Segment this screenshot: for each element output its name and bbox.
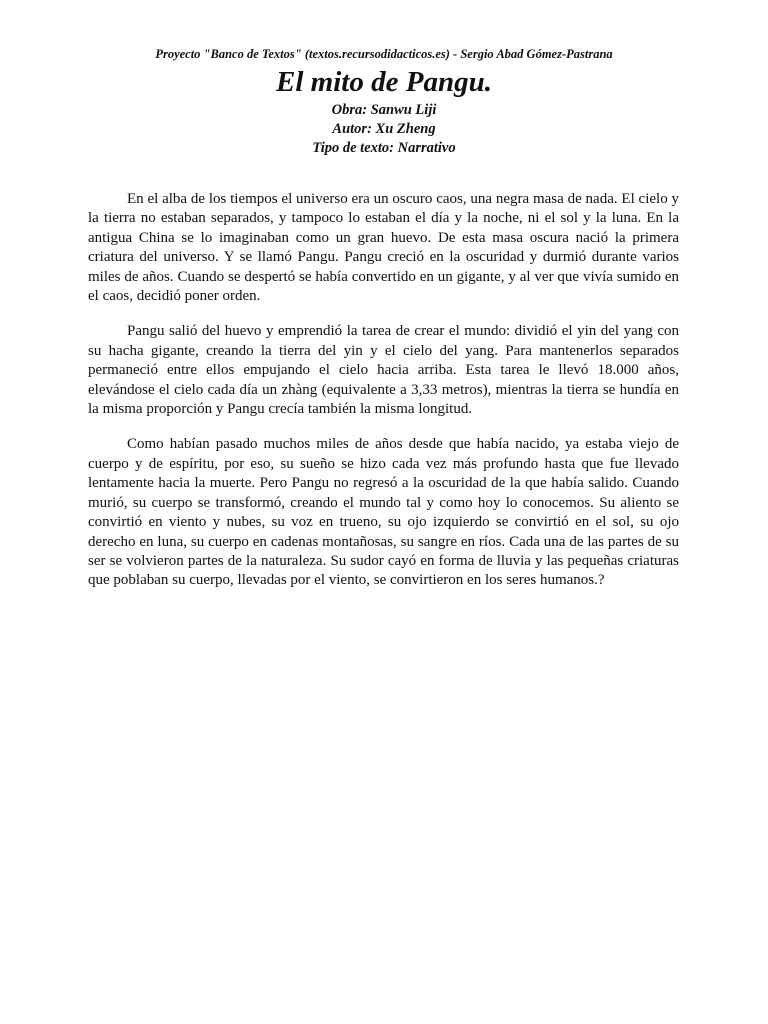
page-header: Proyecto "Banco de Textos" (textos.recursodidacticos.es) - Sergio Abad Gómez-Pastrana — [155, 47, 613, 61]
document-body — [88, 190, 679, 607]
obra-line: Obra: Sanwu Liji — [331, 102, 437, 118]
document-meta — [0, 101, 768, 158]
tipo-line: Tipo de texto: Narrativo — [312, 140, 456, 156]
autor-line: Autor: Xu Zheng — [332, 121, 436, 137]
paragraph-3: Como habían pasado muchos miles de años desde que había nacido, ya estaba viejo de cuerpo y de espíritu, por eso, su sueño se hizo cada vez más profundo hasta que fue llevado lentamente hacia la muerte. Pero Pangu no regresó a la oscuridad de la que había salido. Cuando murió, su cuerpo se transformó, creando el mundo tal y como hoy lo conocemos. Su aliento se convirtió en viento y nubes, su voz en trueno, su ojo izquierdo se convirtió en el sol, su ojo derecho en luna, su cuerpo en cadenas montañosas, su sangre en ríos. Cada una de las partes de su ser se volvieron partes de la naturaleza. Su sudor cayó en forma de lluvia y las pequeñas criaturas que poblaban su cuerpo, llevadas por el viento, se convirtieron en los seres humanos.? — [88, 436, 679, 589]
paragraph-1: En el alba de los tiempos el universo era un oscuro caos, una negra masa de nada. El cielo y la tierra no estaban separados, y tampoco lo estaban el día y la noche, ni el sol y la luna. En la antigua China se lo imaginaban como un gran huevo. De esta masa oscura nació la primera criatura del universo. Y se llamó Pangu. Pangu creció en la oscuridad y durmió durante varios miles de años. Cuando se despertó se había convertido en un gigante, y al ver que vivía sumido en el caos, decidió poner orden. — [88, 191, 679, 305]
paragraph-2: Pangu salió del huevo y emprendió la tarea de crear el mundo: dividió el yin del yang con su hacha gigante, creando la tierra del yin y el cielo del yang. Para mantenerlos separados permaneció entre ellos empujando el cielo hacia arriba. Esta tarea le llevó 18.000 años, elevándose el cielo cada día un zhàng (equivalente a 3,33 metros), mientras la tierra se hundía en la misma proporción y Pangu crecía también la misma longitud. — [88, 323, 679, 418]
page-title: El mito de Pangu. — [276, 66, 492, 98]
